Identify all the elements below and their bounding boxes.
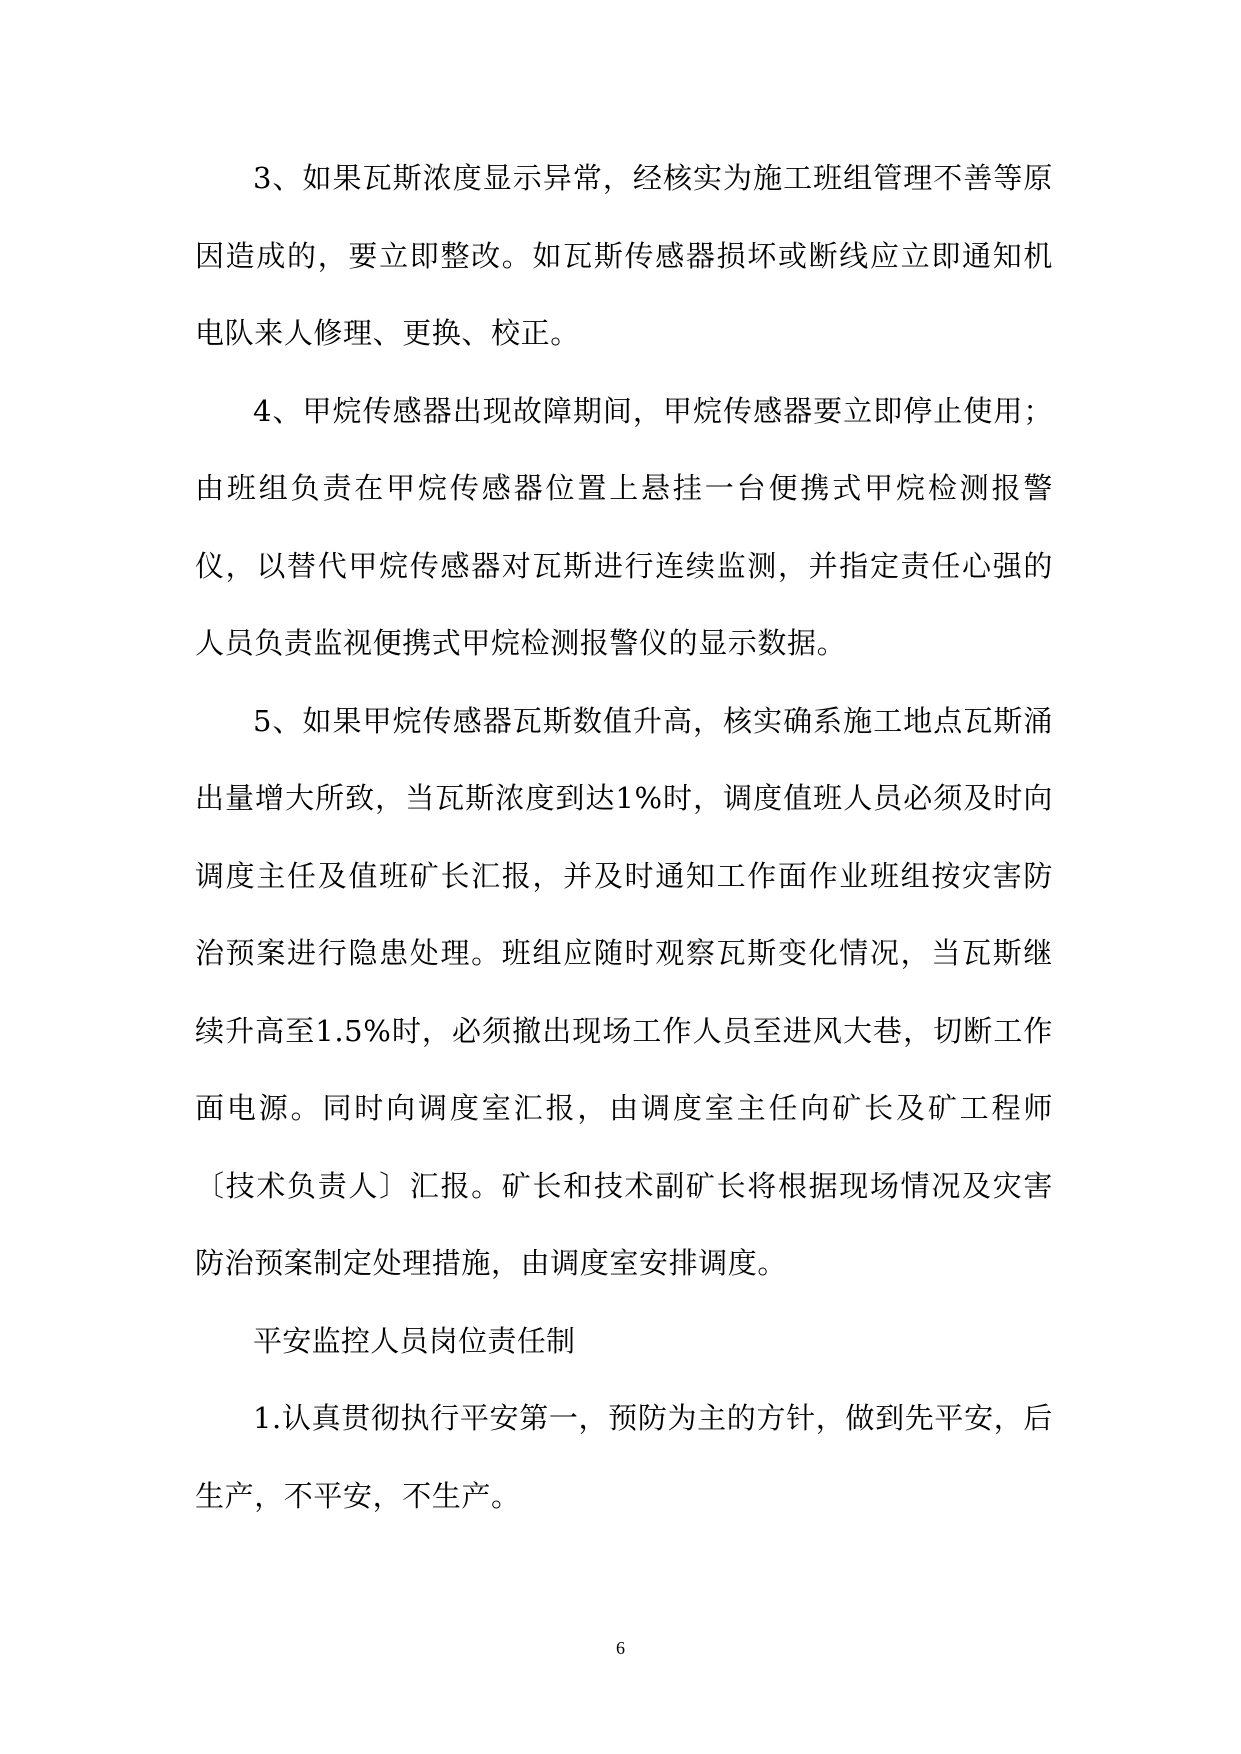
section-heading: 平安监控人员岗位责任制 [253,1323,576,1358]
page-number: 6 [616,1638,625,1658]
paragraph-item-3: 3、如果瓦斯浓度显示异常，经核实为施工班组管理不善等原因造成的，要立即整改。如瓦斯传感器损坏或断线应立即通知机电队来人修理、更换、校正。 [195,161,1053,350]
section-paragraph-1: 1.认真贯彻执行平安第一，预防为主的方针，做到先平安，后生产，不平安，不生产。 [195,1401,1053,1513]
document-body [195,140,1053,1535]
paragraph-item-5: 5、如果甲烷传感器瓦斯数值升高，核实确系施工地点瓦斯涌出量增大所致，当瓦斯浓度到达1%时，调度值班人员必须及时向调度主任及值班矿长汇报，并及时通知工作面作业班组按灾害防治预案进行隐患处理。班组应随时观察瓦斯变化情况，当瓦斯继续升高至1.5%时，必须撤出现场工作人员至进风大巷，切断工作面电源。同时向调度室汇报，由调度室主任向矿长及矿工程师〔技术负责人〕汇报。矿长和技术副矿长将根据现场情况及灾害防治预案制定处理措施，由调度室安排调度。 [195,703,1053,1280]
paragraph-item-4: 4、甲烷传感器出现故障期间，甲烷传感器要立即停止使用；由班组负责在甲烷传感器位置上悬挂一台便携式甲烷检测报警仪，以替代甲烷传感器对瓦斯进行连续监测，并指定责任心强的人员负责监视便携式甲烷检测报警仪的显示数据。 [195,393,1053,660]
